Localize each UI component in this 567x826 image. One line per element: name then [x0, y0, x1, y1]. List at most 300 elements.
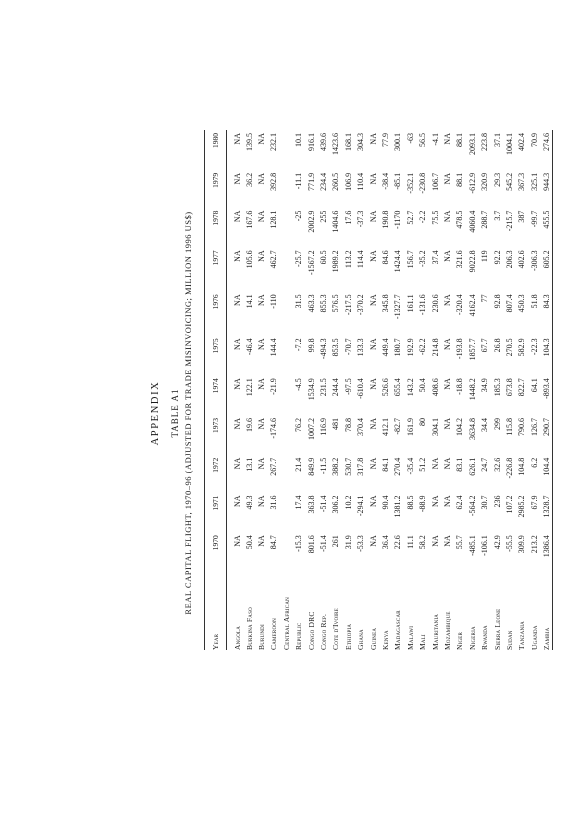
table-cell: 849.9 — [306, 457, 316, 476]
header-row — [205, 130, 227, 650]
table-cell: 50.4 — [244, 535, 254, 550]
table-cell: NA — [368, 172, 378, 185]
table-cell: 114.4 — [356, 250, 366, 269]
table-row — [280, 130, 292, 650]
table-cell: NA — [257, 338, 267, 350]
table-cell: NA — [442, 210, 452, 223]
table-cell: -62.2 — [418, 338, 428, 356]
table-cell: -893.4 — [540, 375, 552, 415]
table-cell: 1448.2 — [467, 378, 477, 401]
table-cell: NA — [368, 338, 378, 350]
table-cell — [280, 208, 292, 248]
table-cell: 1381.2 — [393, 495, 403, 518]
table-row — [503, 130, 515, 650]
table-cell: 62.4 — [455, 495, 465, 510]
table-cell: 92.8 — [492, 294, 502, 309]
table-cell: 270.4 — [393, 457, 403, 476]
table-cell: 156.7 — [405, 250, 415, 269]
table-cell: -485.1 — [467, 535, 477, 556]
country-name: Ghana — [356, 629, 366, 650]
country-name: Tanzania — [517, 621, 527, 650]
table-cell: 290.7 — [540, 415, 552, 455]
table-cell: -226.8 — [504, 457, 514, 479]
country-name: Malawi — [405, 625, 415, 650]
table-cell: 304.3 — [356, 133, 366, 151]
table-cell: 1004.1 — [504, 133, 514, 155]
table-cell: 655.4 — [393, 378, 403, 397]
table-cell: 133.3 — [356, 338, 366, 357]
table-cell: 104.8 — [517, 457, 527, 476]
table-row — [227, 130, 244, 650]
table-row — [528, 130, 540, 650]
table-cell — [280, 291, 292, 335]
table-cell: -494.3 — [319, 338, 329, 360]
table-row — [255, 130, 267, 650]
table-cell: -51.4 — [319, 495, 329, 513]
table-cell: 325.1 — [529, 172, 539, 191]
table-cell: 1857.7 — [467, 338, 477, 361]
country-name: Sierra Leone — [492, 608, 502, 650]
country-name: Mali — [418, 634, 428, 650]
table-cell: 1534.9 — [306, 378, 316, 401]
table-cell: 161.1 — [405, 294, 415, 313]
table-cell: 288.7 — [480, 210, 490, 229]
table-cell: -11.5 — [319, 457, 329, 475]
header-year-1978: 1978 — [205, 208, 227, 248]
table-cell: NA — [257, 457, 267, 470]
table-cell: 320.9 — [480, 172, 490, 191]
table-cell — [280, 130, 292, 170]
table-cell: 32.6 — [492, 457, 502, 472]
table-row — [342, 130, 354, 650]
table-cell: 626.1 — [467, 457, 477, 476]
table-cell: 161.9 — [405, 417, 415, 436]
table-cell: 31.6 — [269, 495, 279, 510]
table-cell: 274.6 — [540, 130, 552, 170]
table-cell: 916.1 — [306, 133, 316, 151]
table-cell: -35.4 — [405, 457, 415, 475]
table-cell: 88.5 — [405, 495, 415, 510]
table-cell: 10.1 — [294, 133, 304, 147]
table-cell: 17.4 — [294, 495, 304, 510]
table-cell: 105.6 — [244, 250, 254, 269]
table-cell: -38.4 — [380, 172, 390, 190]
table-cell: 22.6 — [393, 535, 403, 550]
table-cell: 230.6 — [430, 294, 440, 313]
table-cell: 80 — [418, 417, 428, 426]
table-cell: 1989.2 — [331, 250, 341, 273]
table-cell: 30.7 — [480, 495, 490, 510]
table-cell: 234.4 — [319, 172, 329, 191]
table-cell: NA — [233, 457, 242, 470]
table-cell: 104.2 — [455, 417, 465, 436]
table-cell: 144.4 — [269, 338, 279, 357]
table-cell: 17.6 — [343, 210, 353, 225]
table-cell: 70.9 — [529, 133, 539, 147]
table-cell: NA — [257, 495, 267, 507]
table-row — [516, 130, 528, 650]
table-cell — [280, 492, 292, 532]
table-cell: -46.4 — [244, 338, 254, 356]
header-year-1973: 1973 — [205, 415, 227, 455]
table-cell: 104.3 — [540, 335, 552, 375]
table-cell: 260.5 — [331, 172, 341, 191]
table-cell: 232.1 — [269, 133, 279, 151]
table-cell: 244.4 — [331, 378, 341, 397]
table-caption: REAL CAPITAL FLIGHT, 1970–96 (ADJUSTED FOR TRADE MISINVOICING; MILLION 1996 US$) — [183, 211, 193, 615]
table-cell: 31.9 — [343, 535, 353, 550]
table-cell: NA — [257, 210, 267, 223]
table-cell: 236 — [492, 495, 502, 508]
table-cell: -63 — [405, 133, 415, 144]
table-cell: 51.2 — [418, 457, 428, 472]
table-cell: 34.9 — [480, 378, 490, 393]
table-cell: 1404.6 — [331, 210, 341, 233]
table-cell: -106.1 — [480, 535, 490, 556]
table-cell: -230.8 — [418, 172, 428, 194]
table-cell: 29.3 — [492, 172, 502, 187]
table-cell: NA — [233, 294, 242, 306]
country-name: Zambia — [540, 572, 552, 650]
table-cell: 370.4 — [356, 417, 366, 436]
table-cell: 113.2 — [343, 250, 353, 269]
table-cell: -35.2 — [418, 250, 428, 268]
table-cell: 855.3 — [319, 294, 329, 313]
table-cell: 21.4 — [294, 457, 304, 472]
table-cell: 36.2 — [244, 172, 254, 187]
table-cell: 37.1 — [492, 133, 502, 147]
table-cell: NA — [442, 294, 452, 306]
table-cell: NA — [257, 133, 267, 145]
country-name: Madagascar — [393, 610, 403, 650]
table-cell: 306.2 — [331, 495, 341, 514]
table-cell: NA — [430, 457, 440, 470]
table-row — [416, 130, 428, 650]
table-cell: 192.9 — [405, 338, 415, 357]
table-cell: -15.3 — [294, 535, 304, 552]
table-cell: -217.5 — [343, 294, 353, 316]
country-name: Central African — [281, 597, 291, 650]
table-cell — [280, 532, 292, 572]
table-cell: 4162.4 — [467, 294, 477, 317]
table-cell: -1327.7 — [393, 294, 403, 320]
header-year-1977: 1977 — [205, 247, 227, 291]
table-cell: 92.2 — [492, 250, 502, 265]
table-cell: 1328.7 — [540, 492, 552, 532]
table-cell: 110.4 — [356, 172, 366, 191]
table-cell: 462.7 — [269, 250, 279, 269]
table-cell: 126.7 — [529, 417, 539, 436]
table-cell: 99.8 — [306, 338, 316, 353]
table-cell: 180.7 — [393, 338, 403, 357]
table-cell: 64.1 — [529, 378, 539, 393]
table-cell: -370.2 — [356, 294, 366, 316]
table-cell: -99.7 — [529, 210, 539, 228]
header-year-1974: 1974 — [205, 375, 227, 415]
table-row — [293, 130, 305, 650]
table-cell: -612.9 — [467, 172, 477, 194]
capital-flight-table — [204, 130, 553, 650]
table-cell: -4.5 — [294, 378, 304, 391]
table-cell: 190.8 — [380, 210, 390, 229]
table-cell: -174.6 — [269, 417, 279, 439]
table-cell: -82.7 — [393, 417, 403, 435]
table-cell: NA — [233, 210, 242, 223]
table-cell: 77 — [480, 294, 490, 303]
table-cell: -55.5 — [504, 535, 514, 552]
table-cell: 944.3 — [540, 170, 552, 208]
table-cell: NA — [442, 338, 452, 350]
table-cell: NA — [257, 417, 267, 430]
table-cell: 88.1 — [455, 133, 465, 147]
table-cell: 88.1 — [455, 172, 465, 187]
table-cell: 36.4 — [380, 535, 390, 550]
table-cell: NA — [368, 250, 378, 262]
table-cell: 11.1 — [405, 535, 415, 549]
table-cell: 304.1 — [430, 417, 440, 436]
table-row — [491, 130, 503, 650]
table-cell: NA — [233, 378, 242, 390]
table-cell: 42.9 — [492, 535, 502, 550]
table-cell: 267.7 — [269, 457, 279, 476]
table-cell: 115.8 — [504, 417, 514, 436]
table-cell: 321.6 — [455, 250, 465, 269]
table-cell: 255 — [319, 210, 329, 223]
header-year-1980: 1980 — [205, 130, 227, 170]
table-cell: NA — [442, 417, 452, 430]
table-cell: 450.3 — [517, 294, 527, 313]
header-year-1975: 1975 — [205, 335, 227, 375]
table-cell: NA — [257, 378, 267, 390]
country-name: Guinea — [368, 627, 378, 650]
table-row — [478, 130, 490, 650]
table-cell: 168.1 — [343, 133, 353, 151]
table-cell: -1170 — [393, 210, 403, 229]
table-cell: -21.9 — [269, 378, 279, 395]
table-cell: 49.3 — [244, 495, 254, 510]
table-cell: 1424.4 — [393, 250, 403, 273]
table-cell: 67.7 — [480, 338, 490, 353]
table-cell: 6.2 — [529, 457, 539, 468]
table-cell: 387 — [517, 210, 527, 223]
table-cell: 185.3 — [492, 378, 502, 397]
table-cell: NA — [233, 172, 242, 185]
table-cell: NA — [233, 535, 242, 547]
table-cell: 439.6 — [319, 133, 329, 151]
table-cell: NA — [442, 457, 452, 470]
country-name: Nigeria — [467, 626, 477, 650]
table-cell: 576.5 — [331, 294, 341, 313]
table-cell: 2002.9 — [306, 210, 316, 233]
table-cell: -88.9 — [418, 495, 428, 513]
table-cell: 388.2 — [331, 457, 341, 476]
country-name: Uganda — [529, 625, 539, 650]
table-cell: 402.4 — [517, 133, 527, 151]
table-cell: 526.6 — [380, 378, 390, 397]
table-cell: NA — [442, 250, 452, 262]
header-year-1971: 1971 — [205, 492, 227, 532]
table-cell: 771.9 — [306, 172, 316, 191]
table-cell: 116.9 — [319, 417, 329, 436]
table-row — [454, 130, 466, 650]
table-cell: -610.4 — [356, 378, 366, 399]
table-cell: 128.1 — [269, 210, 279, 229]
table-cell: 119 — [480, 250, 490, 263]
table-cell: 317.8 — [356, 457, 366, 476]
table-cell: 13.1 — [244, 457, 254, 472]
table-cell: NA — [233, 133, 242, 145]
table-cell: 58.2 — [418, 535, 428, 550]
table-cell: NA — [430, 495, 440, 507]
table-cell: -25.7 — [294, 250, 304, 268]
table-cell: 449.4 — [380, 338, 390, 357]
table-cell: -22.3 — [529, 338, 539, 356]
table-cell: 309.9 — [517, 535, 527, 554]
table-cell — [280, 247, 292, 291]
table-cell: -37.3 — [356, 210, 366, 228]
table-row — [305, 130, 317, 650]
table-cell: NA — [368, 133, 378, 145]
country-name: Sudan — [504, 630, 514, 650]
table-cell: 67.9 — [529, 495, 539, 510]
table-cell: NA — [442, 535, 452, 547]
table-cell: 231.5 — [319, 378, 329, 397]
table-cell: 1007.2 — [306, 417, 316, 440]
table-cell: 345.8 — [380, 294, 390, 313]
table-cell: NA — [368, 210, 378, 223]
table-cell: NA — [368, 457, 378, 470]
table-row — [330, 130, 342, 650]
table-cell: 1423.6 — [331, 133, 341, 155]
table-cell: 455.5 — [540, 208, 552, 248]
table-cell: 37.4 — [430, 250, 440, 265]
table-cell — [280, 375, 292, 415]
table-cell: -97.5 — [343, 378, 353, 395]
table-cell: 605.2 — [540, 247, 552, 291]
table-cell: 801.6 — [306, 535, 316, 554]
table-cell: NA — [442, 495, 452, 507]
table-cell: 270.5 — [504, 338, 514, 357]
table-cell: -51.4 — [319, 535, 329, 552]
table-cell: 75.5 — [430, 210, 440, 225]
table-cell: 822.7 — [517, 378, 527, 397]
table-cell — [280, 335, 292, 375]
table-cell: 51.8 — [529, 294, 539, 309]
table-cell: 582.9 — [517, 338, 527, 357]
table-cell: 106.7 — [430, 172, 440, 191]
country-name: Burundi — [257, 624, 267, 650]
table-row — [429, 130, 441, 650]
table-cell: -564.2 — [467, 495, 477, 517]
table-cell: NA — [257, 535, 267, 547]
table-cell: -193.8 — [455, 338, 465, 360]
table-cell: 139.5 — [244, 133, 254, 151]
table-cell: -7.2 — [294, 338, 304, 352]
table-cell: 402.6 — [517, 250, 527, 269]
table-cell: 363.8 — [306, 495, 316, 514]
table-cell: 463.3 — [306, 294, 316, 313]
table-cell: -25 — [294, 210, 304, 222]
table-cell: 478.5 — [455, 210, 465, 229]
table-cell: NA — [257, 250, 267, 262]
table-cell: 34.4 — [480, 417, 490, 432]
country-name: Burkina Faso — [244, 607, 254, 650]
table-cell: 367.3 — [517, 172, 527, 191]
country-name: Rwanda — [480, 625, 490, 650]
table-row — [367, 130, 379, 650]
table-row — [243, 130, 255, 650]
table-row — [355, 130, 367, 650]
table-cell: 530.7 — [343, 457, 353, 476]
table-cell: 213.2 — [529, 535, 539, 554]
table-cell: NA — [257, 294, 267, 306]
table-number: TABLE A1 — [170, 388, 180, 438]
table-cell: 26.8 — [492, 338, 502, 353]
table-cell: 392.8 — [269, 172, 279, 191]
table-cell: 77.9 — [380, 133, 390, 147]
table-cell: 50.4 — [418, 378, 428, 393]
country-name: Mauritania — [430, 613, 440, 650]
table-cell: 31.5 — [294, 294, 304, 309]
table-cell: 853.5 — [331, 338, 341, 357]
table-cell: NA — [233, 495, 242, 507]
table-cell: 673.8 — [504, 378, 514, 397]
table-cell: 9022.8 — [467, 250, 477, 273]
table-row — [404, 130, 416, 650]
table-cell: NA — [233, 250, 242, 262]
table-cell: 107.2 — [504, 495, 514, 514]
table-cell: NA — [368, 495, 378, 507]
table-cell — [280, 455, 292, 493]
table-cell: 223.8 — [480, 133, 490, 151]
table-cell: 90.4 — [380, 495, 390, 510]
table-cell: 206.3 — [504, 250, 514, 269]
table-cell: 261 — [331, 535, 341, 548]
table-cell: 56.5 — [418, 133, 428, 147]
table-cell: NA — [430, 535, 440, 547]
country-name: Congo Rep. — [319, 613, 329, 650]
table-cell: 84.7 — [269, 535, 279, 550]
table-cell: -352.1 — [405, 172, 415, 194]
table-cell: 545.2 — [504, 172, 514, 191]
table-cell: 4060.4 — [467, 210, 477, 233]
header-year-1976: 1976 — [205, 291, 227, 335]
table-cell: 14.1 — [244, 294, 254, 309]
table-cell: 24.7 — [480, 457, 490, 472]
table-cell: -4.1 — [430, 133, 440, 146]
table-cell: NA — [442, 378, 452, 390]
table-cell: 481 — [331, 417, 341, 430]
table-cell: -18.8 — [455, 378, 465, 395]
country-name: Ethiopia — [343, 623, 353, 650]
table-cell: 3634.8 — [467, 417, 477, 440]
table-cell: 60.5 — [319, 250, 329, 265]
table-cell: NA — [233, 417, 242, 430]
table-cell: 104.4 — [540, 455, 552, 493]
table-row — [540, 130, 552, 650]
table-cell: 83.1 — [455, 457, 465, 472]
table-cell: 299 — [492, 417, 502, 430]
table-cell: 790.6 — [517, 417, 527, 436]
table-cell — [280, 170, 292, 208]
table-cell: 55.7 — [455, 535, 465, 550]
country-name: Cote d'Ivoire — [331, 608, 341, 650]
country-name: Niger — [455, 631, 465, 650]
table-cell: NA — [368, 378, 378, 390]
table-cell: 84.6 — [380, 250, 390, 265]
table-cell: 300.1 — [393, 133, 403, 151]
country-name: Cameroon — [269, 618, 279, 650]
